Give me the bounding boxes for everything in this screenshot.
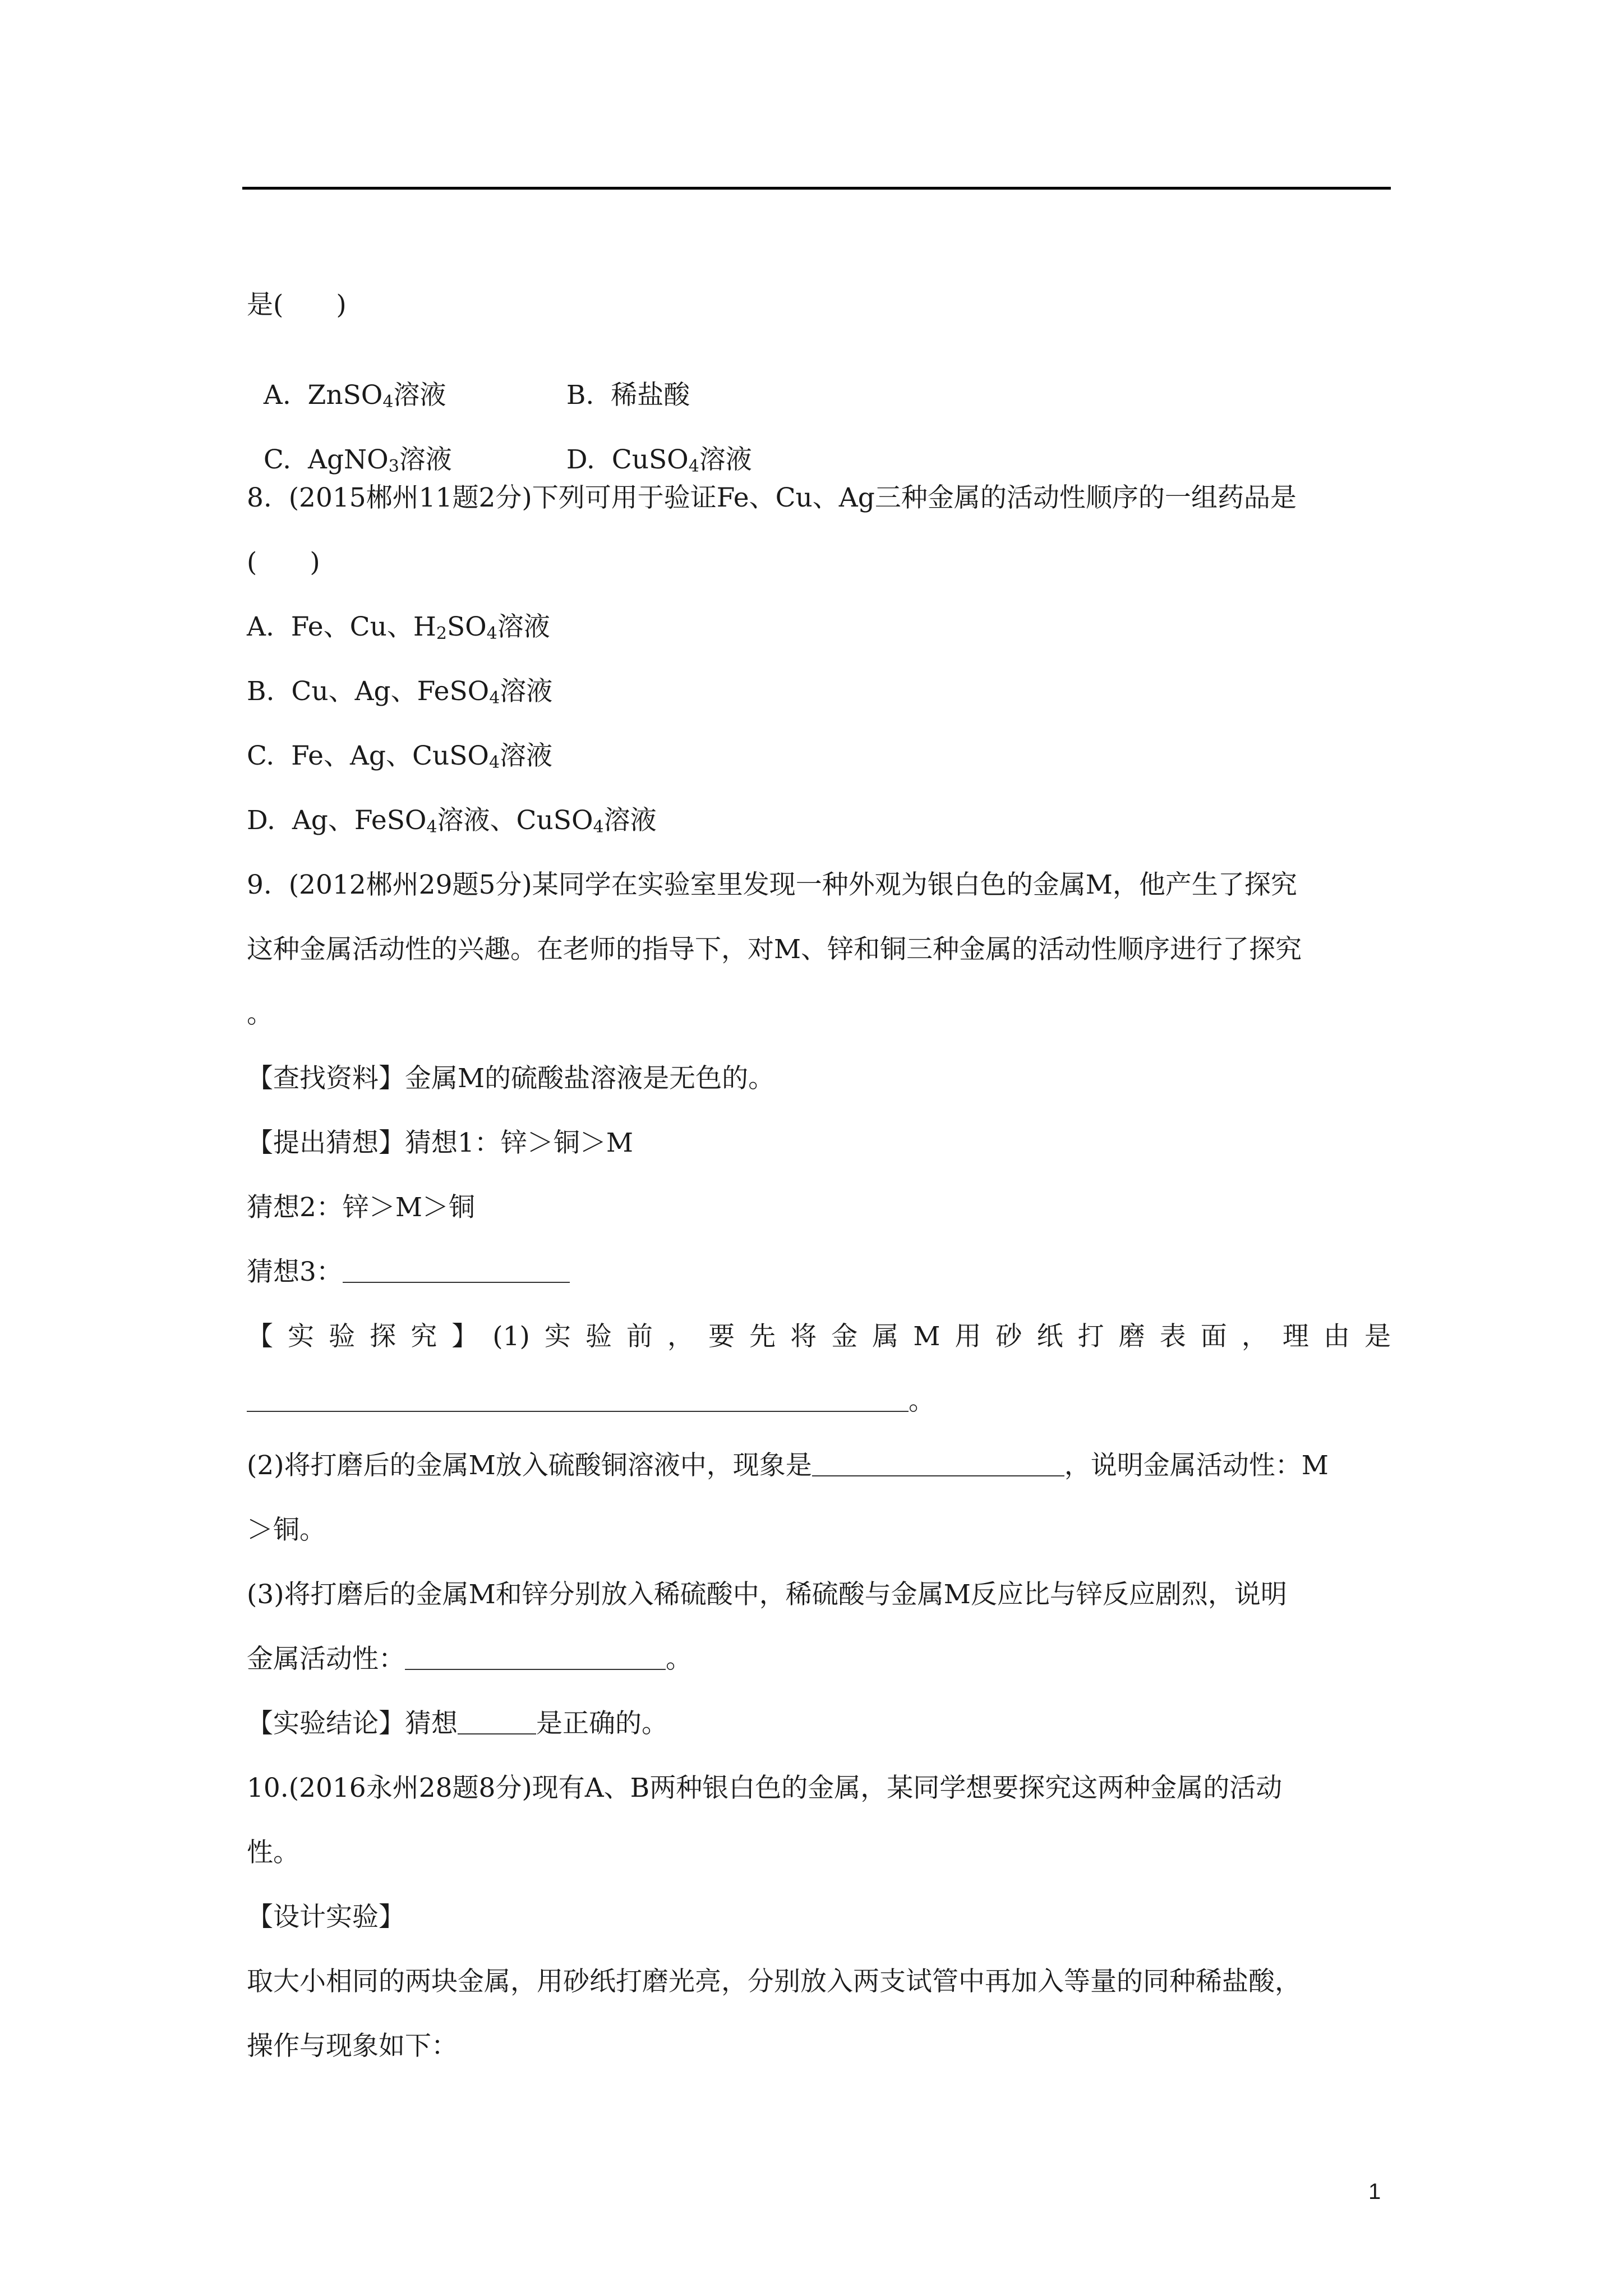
q9-step-2: (2)将打磨后的金属M放入硫酸铜溶液中，现象是 ，说明金属活动性：M [247,1450,1329,1481]
experiment-word: 纸 [1036,1321,1063,1352]
q9-line-2: 这种金属活动性的兴趣。在老师的指导下，对M、锌和铜三种金属的活动性顺序进行了探究 [247,934,1302,965]
q9-guess-2: 猜想2：锌＞M＞铜 [247,1192,476,1223]
page-number: 1 [1368,2179,1381,2204]
q9-reason-line: 。 [247,1388,935,1414]
reason-blank[interactable] [247,1388,909,1412]
q9-guess-3: 猜想3： [247,1259,570,1285]
q8-stem: 8. (2015郴州11题2分)下列可用于验证Fe、Cu、Ag三种金属的活动性顺序的一组药品是 [247,482,1297,513]
experiment-word: 探 [370,1321,396,1352]
experiment-word: ， [667,1321,694,1352]
experiment-word: 验 [329,1321,356,1352]
q10-line-1: 10.(2016永州28题8分)现有A、B两种银白色的金属，某同学想要探究这两种金属的活动 [247,1773,1283,1803]
experiment-word: 砂 [995,1321,1022,1352]
experiment-word: 属 [872,1321,899,1352]
experiment-word: 金 [831,1321,858,1352]
q8-option-c: C. Fe、Ag、CuSO$_4$溶液 [247,740,553,772]
experiment-word: 前 [626,1321,653,1352]
experiment-word: 先 [749,1321,776,1352]
q9-guess-1: 【提出猜想】猜想1：锌＞铜＞M [247,1128,634,1158]
experiment-word: 将 [790,1321,817,1352]
experiment-word: 由 [1323,1321,1350,1352]
experiment-word: 打 [1077,1321,1104,1352]
q9-experiment-line [247,1323,1391,1350]
q10-line-3: 取大小相同的两块金属，用砂纸打磨光亮，分别放入两支试管中再加入等量的同种稀盐酸， [247,1966,1301,1997]
experiment-word: 要 [708,1321,735,1352]
q7-option-b: B. 稀盐酸 [566,380,690,411]
q8-paren: ( ) [247,547,320,578]
q7-stem-tail: 是( ) [247,289,347,320]
q9-conclusion: 【实验结论】猜想 是正确的。 [247,1708,668,1739]
q10-line-2: 性。 [247,1837,299,1868]
q7-option-d: D. CuSO$_4$溶液 [566,444,752,476]
q10-line-4: 操作与现象如下： [247,2031,458,2062]
experiment-word: 实 [288,1321,315,1352]
q8-option-d: D. Ag、FeSO$_4$溶液、CuSO$_4$溶液 [247,805,657,837]
q7-option-c: C. AgNO$_3$溶液 [263,444,452,476]
guess-3-blank[interactable] [343,1259,570,1283]
experiment-word: 实 [544,1321,571,1352]
experiment-word: 磨 [1118,1321,1145,1352]
q9-line-3: 。 [247,999,273,1029]
q9-line-1: 9. (2012郴州29题5分)某同学在实验室里发现一种外观为银白色的金属M，他产生了探究 [247,869,1297,900]
q9-info: 【查找资料】金属M的硫酸盐溶液是无色的。 [247,1063,775,1094]
experiment-word: 】 [451,1321,478,1352]
experiment-word: 【 [247,1321,273,1352]
q7-option-a: A. ZnSO$_4$溶液 [263,380,446,412]
experiment-word: ， [1241,1321,1268,1352]
q9-step-2-cont: ＞铜。 [247,1515,326,1545]
experiment-word: 面 [1200,1321,1227,1352]
experiment-word: 究 [411,1321,437,1352]
experiment-word: 理 [1282,1321,1309,1352]
q10-design: 【设计实验】 [247,1902,405,1932]
experiment-word: 验 [585,1321,612,1352]
q9-step-3: (3)将打磨后的金属M和锌分别放入稀硫酸中，稀硫酸与金属M反应比与锌反应剧烈，说明 [247,1579,1287,1610]
conclusion-blank[interactable] [458,1711,536,1734]
experiment-word: 是 [1364,1321,1391,1352]
header-rule [242,187,1391,190]
experiment-word: 用 [955,1321,981,1352]
phenomenon-blank[interactable] [812,1453,1064,1476]
activity-blank[interactable] [405,1646,666,1670]
q8-option-a: A. Fe、Cu、$H_2SO_4$溶液 [247,611,550,643]
experiment-word: 表 [1159,1321,1186,1352]
q8-option-b: B. Cu、Ag、FeSO$_4$溶液 [247,676,553,708]
experiment-word: (1) [492,1321,530,1352]
q9-step-3-cont: 金属活动性： 。 [247,1644,692,1674]
experiment-word: M [913,1321,940,1352]
